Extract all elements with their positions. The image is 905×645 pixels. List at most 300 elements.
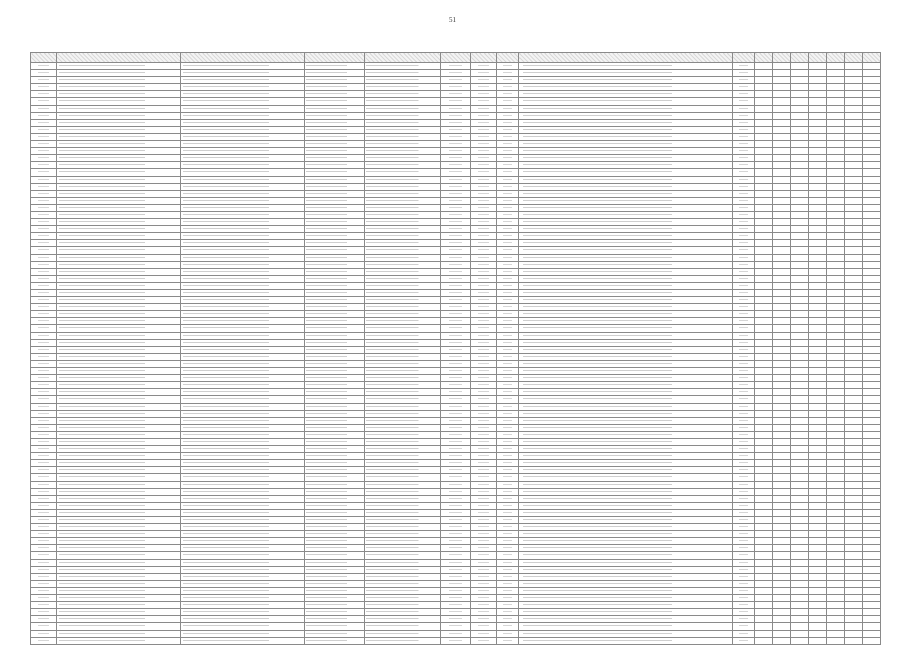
table-cell (845, 133, 863, 140)
table-cell (181, 268, 305, 275)
table-row (31, 616, 881, 623)
table-cell (809, 559, 827, 566)
table-cell (305, 559, 365, 566)
table-cell (827, 155, 845, 162)
table-cell (497, 155, 519, 162)
table-cell (773, 119, 791, 126)
table-cell (863, 559, 881, 566)
table-cell (305, 325, 365, 332)
table-cell (809, 98, 827, 105)
table-cell (441, 148, 471, 155)
table-cell (755, 587, 773, 594)
table-cell (519, 119, 733, 126)
table-cell (471, 545, 497, 552)
table-cell (845, 141, 863, 148)
table-cell (755, 219, 773, 226)
table-cell (845, 219, 863, 226)
table-cell (791, 275, 809, 282)
table-cell (365, 133, 441, 140)
table-cell (773, 105, 791, 112)
table-row (31, 318, 881, 325)
table-cell (863, 545, 881, 552)
table-row (31, 63, 881, 70)
table-cell (791, 197, 809, 204)
table-cell (471, 204, 497, 211)
table-cell (441, 155, 471, 162)
table-cell (809, 133, 827, 140)
table-cell (755, 559, 773, 566)
table-cell (827, 84, 845, 91)
table-cell (773, 133, 791, 140)
table-cell (519, 573, 733, 580)
table-cell (181, 417, 305, 424)
table-cell (441, 375, 471, 382)
table-cell (365, 637, 441, 644)
table-cell (365, 126, 441, 133)
table-cell (519, 353, 733, 360)
table-cell (57, 410, 181, 417)
table-cell (471, 226, 497, 233)
table-cell (773, 318, 791, 325)
table-cell (305, 488, 365, 495)
table-cell (305, 155, 365, 162)
table-cell (181, 580, 305, 587)
table-cell (57, 226, 181, 233)
table-cell (773, 112, 791, 119)
table-cell (809, 481, 827, 488)
table-cell (863, 282, 881, 289)
table-row (31, 517, 881, 524)
table-cell (57, 275, 181, 282)
table-cell (57, 112, 181, 119)
table-cell (755, 438, 773, 445)
table-cell (441, 602, 471, 609)
table-cell (755, 552, 773, 559)
table-cell (497, 410, 519, 417)
table-cell (31, 261, 57, 268)
table-cell (863, 141, 881, 148)
table-cell (305, 431, 365, 438)
table-row (31, 623, 881, 630)
table-cell (31, 368, 57, 375)
table-cell (57, 616, 181, 623)
table-cell (305, 304, 365, 311)
table-row (31, 311, 881, 318)
table-cell (441, 254, 471, 261)
table-cell (181, 630, 305, 637)
table-cell (863, 360, 881, 367)
table-cell (441, 219, 471, 226)
table-cell (809, 84, 827, 91)
table-cell (827, 630, 845, 637)
table-cell (773, 290, 791, 297)
table-cell (181, 105, 305, 112)
table-cell (497, 368, 519, 375)
table-cell (863, 91, 881, 98)
table-cell (497, 573, 519, 580)
table-cell (519, 509, 733, 516)
table-cell (181, 91, 305, 98)
table-cell (305, 375, 365, 382)
table-cell (471, 112, 497, 119)
table-cell (497, 524, 519, 531)
table-cell (471, 602, 497, 609)
table-cell (181, 162, 305, 169)
table-cell (791, 105, 809, 112)
table-cell (441, 460, 471, 467)
table-cell (519, 169, 733, 176)
table-cell (31, 119, 57, 126)
table-cell (471, 325, 497, 332)
table-cell (519, 495, 733, 502)
table-cell (497, 552, 519, 559)
table-cell (497, 602, 519, 609)
table-cell (809, 126, 827, 133)
table-cell (31, 190, 57, 197)
table-cell (441, 474, 471, 481)
table-cell (733, 84, 755, 91)
table-cell (845, 538, 863, 545)
table-cell (755, 211, 773, 218)
table-cell (57, 360, 181, 367)
table-cell (791, 133, 809, 140)
table-cell (441, 587, 471, 594)
table-row (31, 282, 881, 289)
table-cell (733, 368, 755, 375)
table-cell (305, 389, 365, 396)
table-cell (519, 474, 733, 481)
table-cell (181, 424, 305, 431)
table-cell (497, 424, 519, 431)
table-cell (755, 481, 773, 488)
table-cell (773, 353, 791, 360)
table-cell (365, 63, 441, 70)
table-cell (365, 275, 441, 282)
table-cell (365, 424, 441, 431)
table-cell (809, 105, 827, 112)
table-cell (305, 424, 365, 431)
table-cell (733, 538, 755, 545)
table-cell (305, 580, 365, 587)
table-cell (809, 375, 827, 382)
table-cell (471, 282, 497, 289)
table-cell (755, 190, 773, 197)
table-cell (497, 403, 519, 410)
table-cell (733, 176, 755, 183)
table-cell (471, 304, 497, 311)
table-cell (471, 176, 497, 183)
table-cell (755, 630, 773, 637)
table-row (31, 509, 881, 516)
table-cell (827, 580, 845, 587)
table-cell (181, 141, 305, 148)
table-cell (365, 169, 441, 176)
table-cell (305, 531, 365, 538)
table-cell (181, 98, 305, 105)
table-cell (57, 254, 181, 261)
table-cell (755, 332, 773, 339)
table-cell (471, 275, 497, 282)
table-cell (519, 346, 733, 353)
table-cell (305, 573, 365, 580)
table-cell (733, 63, 755, 70)
table-cell (773, 417, 791, 424)
table-cell (827, 637, 845, 644)
table-cell (305, 240, 365, 247)
table-cell (305, 119, 365, 126)
table-cell (755, 446, 773, 453)
table-cell (733, 410, 755, 417)
table-cell (755, 545, 773, 552)
table-cell (31, 495, 57, 502)
table-cell (809, 509, 827, 516)
table-row (31, 424, 881, 431)
table-cell (845, 552, 863, 559)
table-cell (31, 339, 57, 346)
table-cell (305, 126, 365, 133)
table-cell (827, 460, 845, 467)
table-cell (497, 502, 519, 509)
table-cell (827, 474, 845, 481)
table-cell (845, 162, 863, 169)
table-cell (733, 424, 755, 431)
table-cell (773, 495, 791, 502)
table-cell (791, 460, 809, 467)
table-cell (791, 211, 809, 218)
table-cell (31, 297, 57, 304)
table-cell (519, 98, 733, 105)
table-cell (57, 183, 181, 190)
table-cell (519, 91, 733, 98)
table-header-cell (863, 53, 881, 63)
table-cell (733, 112, 755, 119)
table-cell (519, 304, 733, 311)
table-cell (471, 261, 497, 268)
table-cell (365, 524, 441, 531)
table-cell (845, 155, 863, 162)
table-cell (441, 630, 471, 637)
table-header-cell (773, 53, 791, 63)
table-cell (755, 602, 773, 609)
table-cell (845, 211, 863, 218)
table-cell (791, 325, 809, 332)
table-cell (471, 84, 497, 91)
table-cell (863, 609, 881, 616)
table-cell (471, 502, 497, 509)
table-cell (441, 304, 471, 311)
table-cell (497, 375, 519, 382)
table-cell (773, 382, 791, 389)
table-cell (497, 268, 519, 275)
table-cell (791, 141, 809, 148)
table-cell (863, 226, 881, 233)
table-cell (827, 495, 845, 502)
table-cell (305, 474, 365, 481)
table-cell (441, 616, 471, 623)
table-cell (365, 410, 441, 417)
table-cell (57, 368, 181, 375)
table-cell (471, 467, 497, 474)
table-cell (519, 431, 733, 438)
table-cell (441, 84, 471, 91)
table-cell (181, 233, 305, 240)
table-cell (365, 375, 441, 382)
table-cell (31, 410, 57, 417)
table-cell (31, 403, 57, 410)
table-cell (863, 233, 881, 240)
table-cell (441, 133, 471, 140)
table-header-cell (497, 53, 519, 63)
table-cell (365, 254, 441, 261)
table-cell (471, 559, 497, 566)
table-cell (31, 573, 57, 580)
table-cell (845, 517, 863, 524)
table-cell (773, 602, 791, 609)
table-cell (31, 77, 57, 84)
table-cell (773, 431, 791, 438)
table-cell (181, 467, 305, 474)
table-cell (791, 389, 809, 396)
table-cell (441, 190, 471, 197)
table-row (31, 148, 881, 155)
table-cell (863, 587, 881, 594)
table-cell (773, 197, 791, 204)
table-cell (471, 339, 497, 346)
table-cell (497, 495, 519, 502)
table-cell (791, 91, 809, 98)
table-cell (791, 509, 809, 516)
table-cell (733, 169, 755, 176)
table-cell (57, 566, 181, 573)
table-cell (57, 332, 181, 339)
table-cell (791, 474, 809, 481)
table-cell (809, 162, 827, 169)
table-cell (791, 559, 809, 566)
table-cell (845, 488, 863, 495)
table-cell (57, 240, 181, 247)
table-cell (31, 176, 57, 183)
table-cell (57, 495, 181, 502)
table-cell (471, 77, 497, 84)
table-cell (773, 368, 791, 375)
table-cell (827, 517, 845, 524)
table-cell (181, 517, 305, 524)
table-cell (773, 396, 791, 403)
table-cell (863, 410, 881, 417)
table-cell (441, 517, 471, 524)
table-cell (365, 197, 441, 204)
table-cell (471, 580, 497, 587)
table-cell (519, 84, 733, 91)
table-cell (57, 509, 181, 516)
table-cell (57, 247, 181, 254)
table-header-cell (809, 53, 827, 63)
table-cell (519, 417, 733, 424)
table-cell (845, 297, 863, 304)
table-row (31, 474, 881, 481)
table-cell (809, 219, 827, 226)
table-cell (181, 155, 305, 162)
table-cell (827, 346, 845, 353)
table-cell (57, 297, 181, 304)
table-cell (181, 609, 305, 616)
table-header-cell (471, 53, 497, 63)
table-cell (827, 552, 845, 559)
table-cell (863, 382, 881, 389)
table-cell (497, 318, 519, 325)
table-cell (31, 438, 57, 445)
table-cell (181, 453, 305, 460)
table-cell (305, 318, 365, 325)
table-cell (497, 637, 519, 644)
table-cell (773, 346, 791, 353)
table-cell (181, 637, 305, 644)
table-cell (471, 119, 497, 126)
table-cell (497, 275, 519, 282)
table-cell (57, 325, 181, 332)
table-cell (497, 339, 519, 346)
table-cell (57, 84, 181, 91)
table-cell (863, 105, 881, 112)
table-cell (305, 133, 365, 140)
table-cell (773, 595, 791, 602)
table-cell (733, 545, 755, 552)
table-cell (497, 417, 519, 424)
table-row (31, 431, 881, 438)
table-row (31, 389, 881, 396)
table-cell (305, 332, 365, 339)
table-cell (497, 119, 519, 126)
table-cell (791, 311, 809, 318)
table-cell (497, 360, 519, 367)
table-row (31, 77, 881, 84)
table-cell (519, 375, 733, 382)
table-cell (809, 609, 827, 616)
table-cell (519, 141, 733, 148)
register-table (30, 52, 881, 645)
table-row (31, 176, 881, 183)
table-cell (827, 573, 845, 580)
table-cell (519, 531, 733, 538)
table-cell (57, 204, 181, 211)
table-cell (305, 552, 365, 559)
table-cell (441, 183, 471, 190)
table-cell (791, 417, 809, 424)
table-cell (733, 360, 755, 367)
table-cell (791, 155, 809, 162)
table-cell (791, 219, 809, 226)
table-cell (733, 524, 755, 531)
table-cell (827, 368, 845, 375)
table-cell (809, 204, 827, 211)
table-row (31, 290, 881, 297)
table-cell (305, 176, 365, 183)
table-cell (497, 474, 519, 481)
table-cell (863, 481, 881, 488)
table-cell (863, 197, 881, 204)
table-cell (441, 573, 471, 580)
table-cell (305, 545, 365, 552)
table-cell (809, 602, 827, 609)
table-cell (441, 282, 471, 289)
table-cell (365, 268, 441, 275)
table-cell (791, 84, 809, 91)
table-cell (845, 325, 863, 332)
table-cell (773, 141, 791, 148)
table-cell (519, 545, 733, 552)
table-cell (305, 282, 365, 289)
table-cell (827, 438, 845, 445)
